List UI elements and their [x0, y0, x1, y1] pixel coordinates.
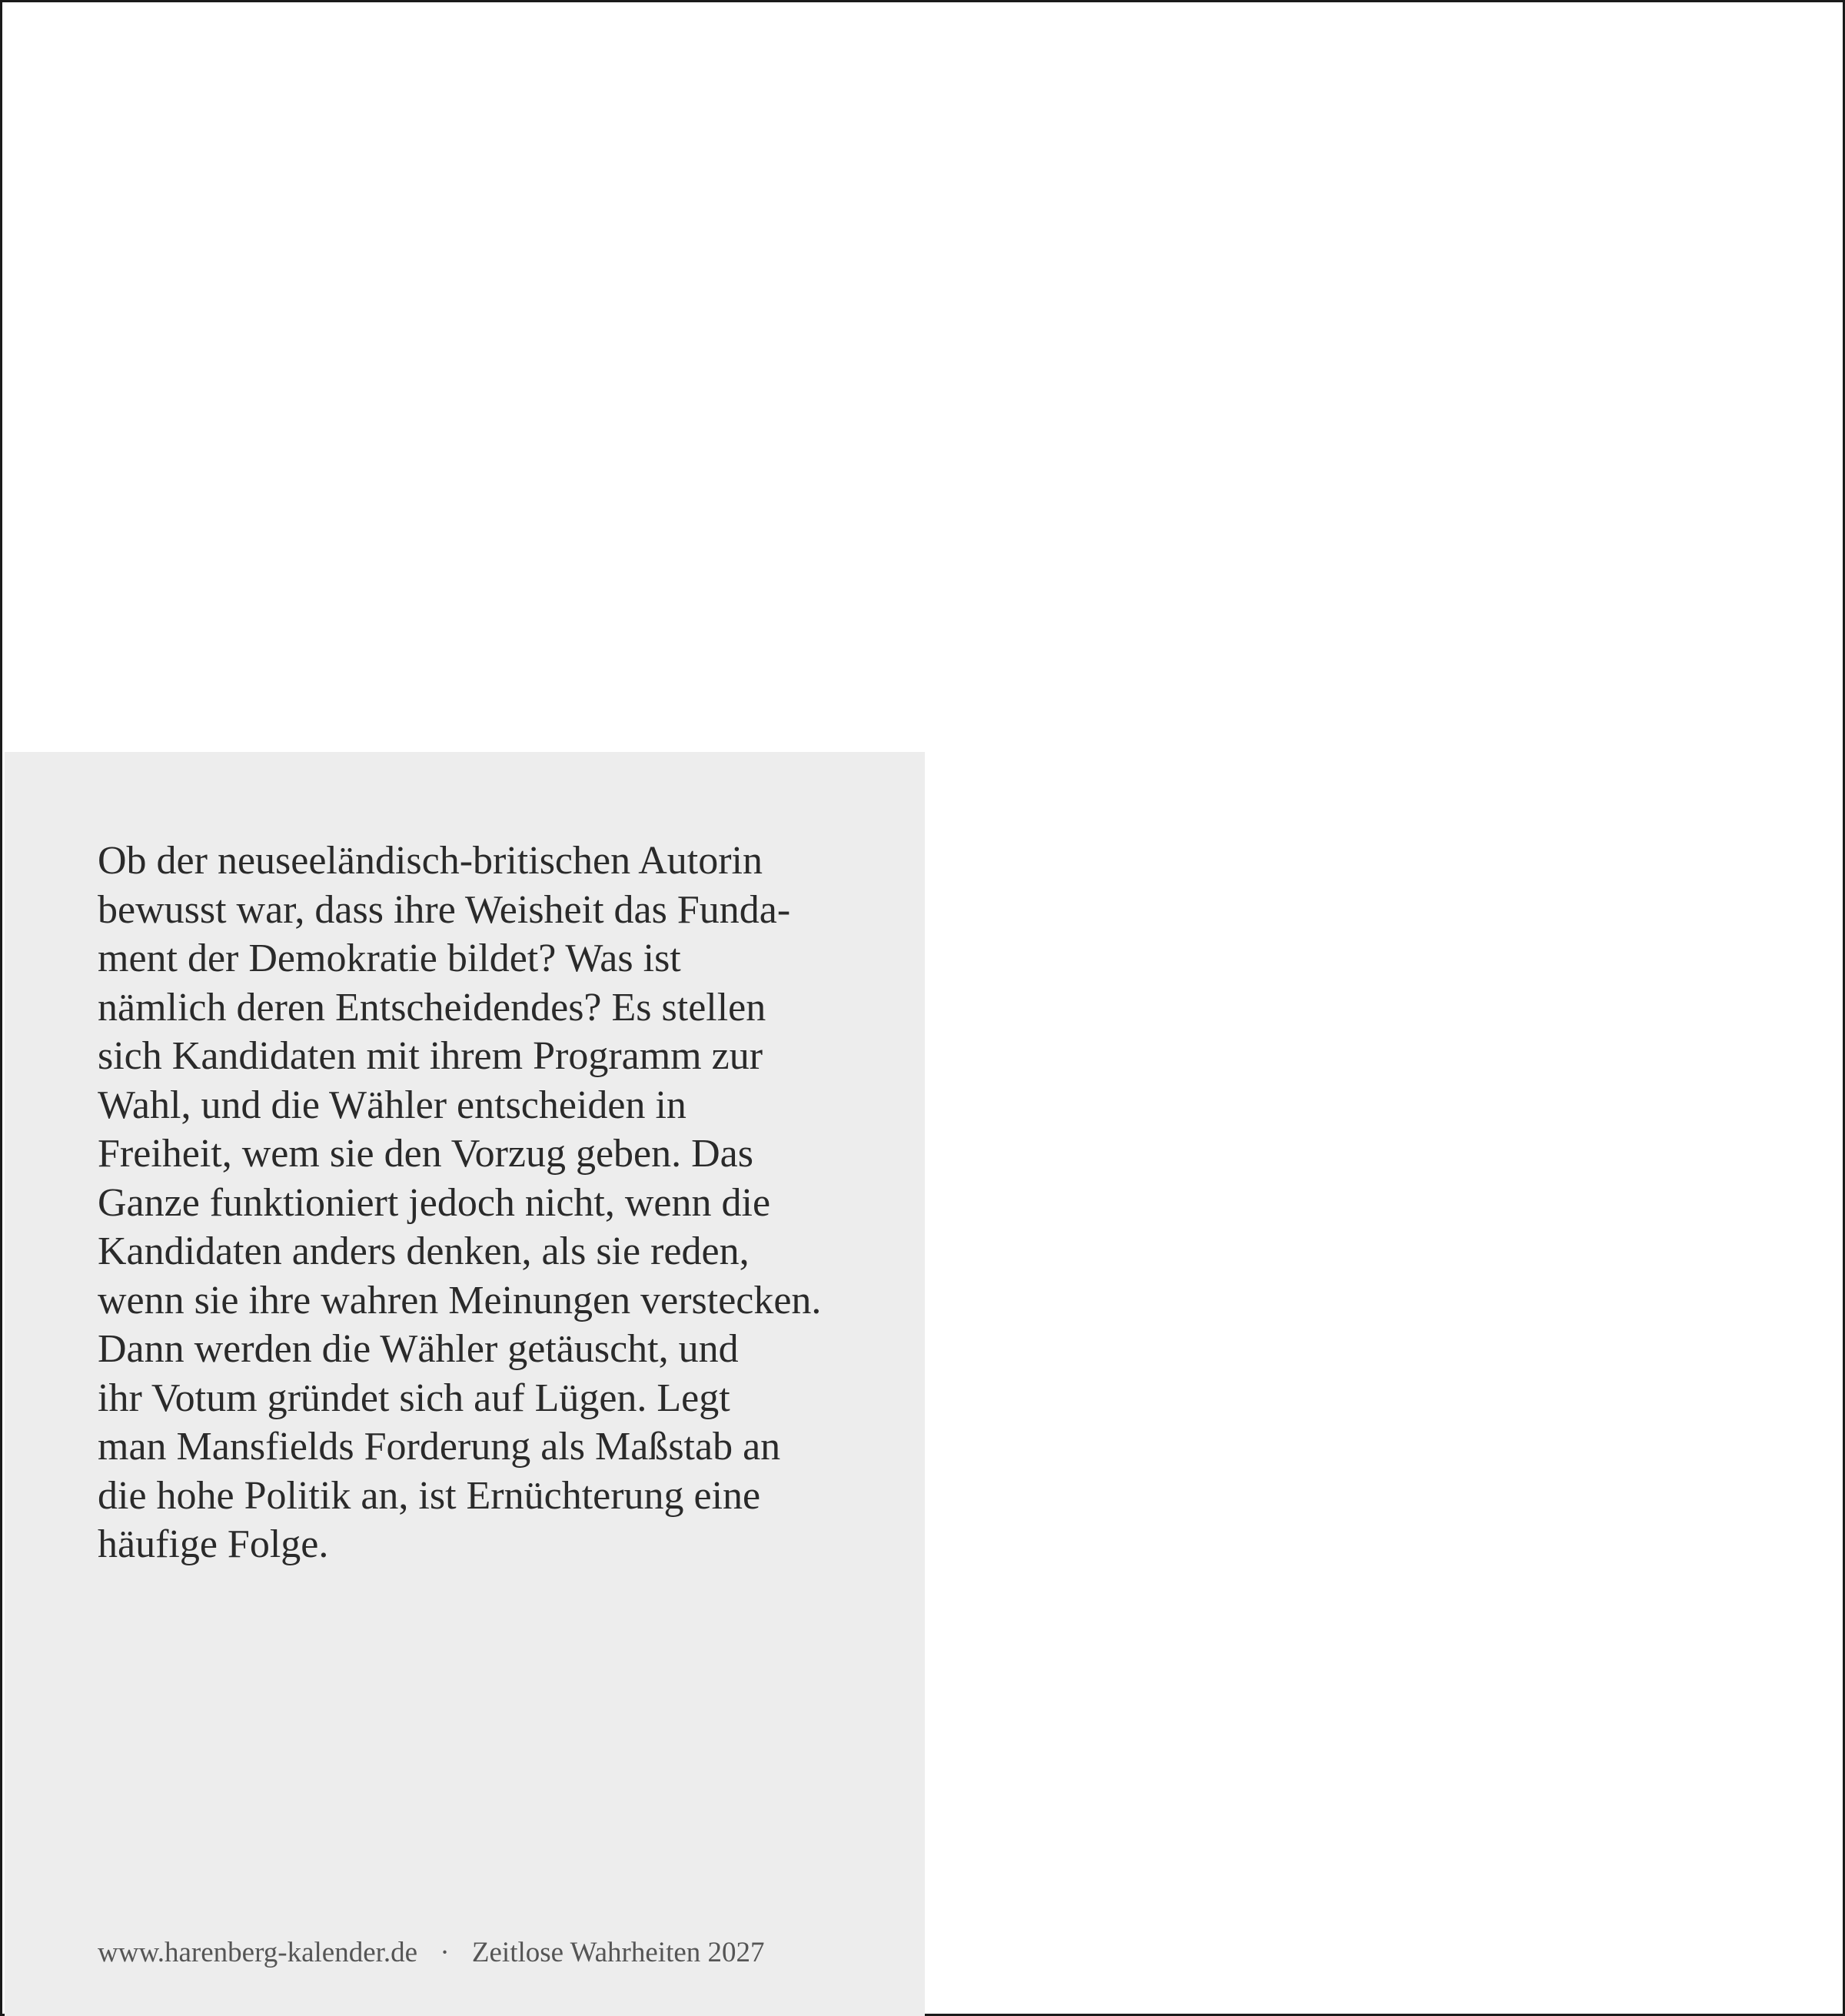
text-line: Ganze funktioniert jedoch nicht, wenn die — [98, 1180, 771, 1225]
website-link[interactable]: www.harenberg-kalender.de — [98, 1937, 418, 1968]
text-line: Kandidaten anders denken, als sie reden, — [98, 1229, 750, 1273]
text-line: ihr Votum gründet sich auf Lügen. Legt — [98, 1376, 730, 1420]
text-line: die hohe Politik an, ist Ernüchterung eine — [98, 1473, 761, 1518]
text-panel — [5, 752, 925, 2016]
text-line: häufige Folge. — [98, 1522, 329, 1566]
text-line: man Mansfields Forderung als Maßstab an — [98, 1425, 781, 1469]
footer-separator: · — [440, 1937, 450, 1968]
text-line: sich Kandidaten mit ihrem Programm zur — [98, 1034, 763, 1078]
text-line: wenn sie ihre wahren Meinungen verstecken. — [98, 1278, 822, 1322]
calendar-title: Zeitlose Wahrheiten 2027 — [471, 1937, 765, 1968]
text-line: Dann werden die Wähler getäuscht, und — [98, 1327, 739, 1371]
page-footer — [98, 1936, 765, 1969]
text-line: Ob der neuseeländisch-britischen Autorin — [98, 839, 763, 883]
text-line: bewusst war, dass ihre Weisheit das Funda- — [98, 887, 791, 932]
text-line: Wahl, und die Wähler entscheiden in — [98, 1083, 686, 1127]
text-line: Freiheit, wem sie den Vorzug geben. Das — [98, 1132, 753, 1176]
commentary-text — [98, 837, 882, 1569]
text-line: ment der Demokratie bildet? Was ist — [98, 936, 681, 980]
text-line: nämlich deren Entscheidendes? Es stellen — [98, 985, 766, 1030]
